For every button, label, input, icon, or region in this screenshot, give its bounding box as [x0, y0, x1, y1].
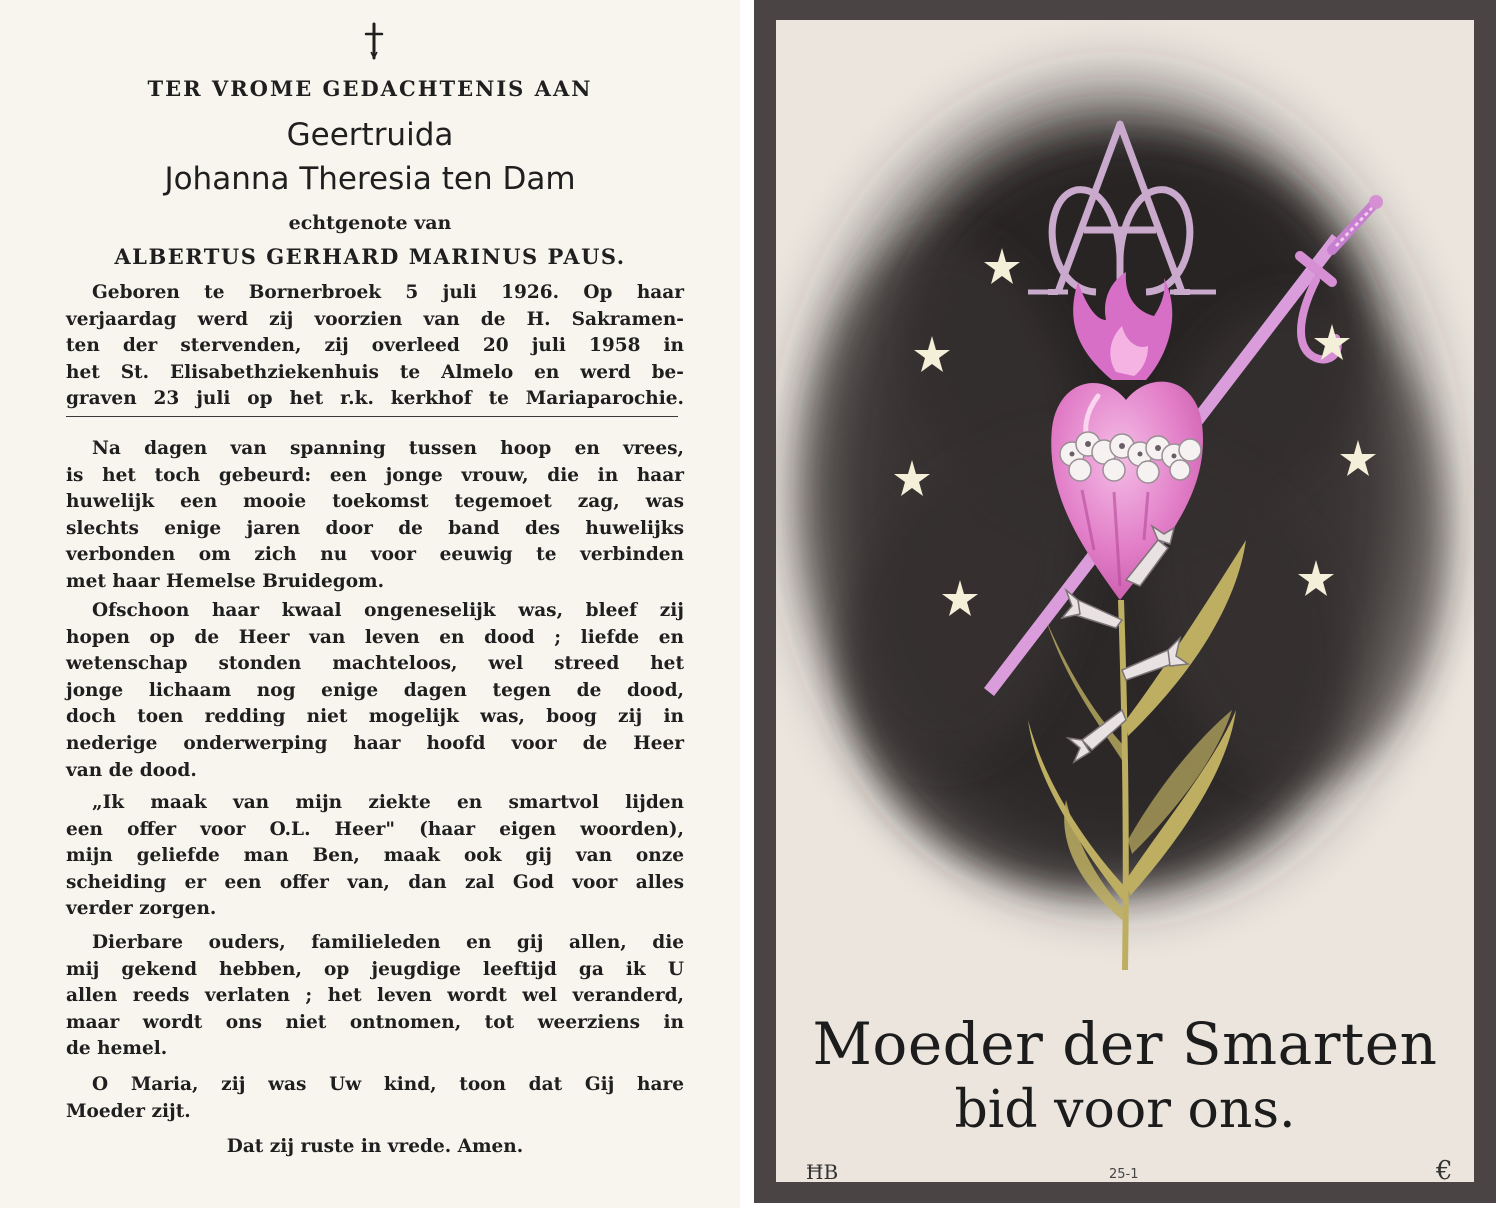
biography-paragraph	[66, 280, 684, 413]
text-line: nederige onderwerping haar hoofd voor de Heer	[66, 732, 684, 754]
prayer-paragraph	[66, 1072, 684, 1125]
text-line: Moeder zijt.	[66, 1100, 191, 1122]
illustration-panel	[776, 20, 1474, 1182]
farewell-paragraph	[66, 930, 684, 1063]
text-line: maar wordt ons niet ontnomen, tot weerziens in	[66, 1011, 684, 1033]
card-caption-prayer: bid voor ons.	[954, 1080, 1296, 1140]
text-line: het St. Elisabethziekenhuis te Almelo en werd be-	[66, 361, 684, 383]
text-line: mijn geliefde man Ben, maak ook gij van onze	[66, 845, 684, 867]
closing-line	[66, 1134, 684, 1161]
text-line: verder zorgen.	[66, 898, 217, 920]
sacred-heart-illustration	[776, 20, 1474, 1182]
text-line: wetenschap stonden machteloos, wel streed het	[66, 653, 684, 675]
text-line: allen reeds verlaten ; het leven wordt wel veranderd,	[66, 985, 684, 1007]
reflection-paragraph	[66, 436, 684, 596]
text-line: doch toen redding niet mogelijk was, boog zij in	[66, 706, 684, 728]
deceased-first-name: Geertruida	[286, 117, 454, 153]
text-line: huwelijk een mooie toekomst tegemoet zag, was	[66, 491, 684, 513]
memorial-text-card	[0, 0, 740, 1208]
text-line: ten der stervenden, zij overleed 20 juli 1958 in	[66, 335, 684, 357]
card-caption-title: Moeder der Smarten	[812, 1010, 1438, 1078]
text-line: graven 23 juli op het r.k. kerkhof te Mariaparochie.	[66, 388, 684, 410]
text-line: Dat zij ruste in vrede. Amen.	[226, 1136, 524, 1157]
text-line: Na dagen van spanning tussen hoop en vrees,	[92, 438, 684, 459]
text-line: hopen op de Heer van leven en dood ; liefde en	[66, 626, 684, 648]
quote-paragraph	[66, 790, 684, 923]
deceased-full-name: Johanna Theresia ten Dam	[164, 161, 576, 197]
publisher-monogram: €	[1436, 1156, 1453, 1182]
divider-line	[66, 416, 678, 417]
text-line: scheiding er een offer van, dan zal God voor alles	[66, 871, 684, 893]
spouse-name: ALBERTUS GERHARD MARINUS PAUS.	[114, 244, 626, 269]
spouse-intro: echtgenote van	[288, 212, 452, 234]
text-line: Ofschoon haar kwaal ongeneselijk was, bleef zij	[92, 600, 684, 621]
text-line: de hemel.	[66, 1038, 168, 1060]
text-line: O Maria, zij was Uw kind, toon dat Gij hare	[92, 1074, 684, 1095]
text-line: mij gekend hebben, op jeugdige leeftijd ga ik U	[66, 958, 684, 980]
print-code: 25-1	[1109, 1167, 1139, 1182]
devotional-picture-card	[744, 0, 1500, 1208]
text-line: van de dood.	[66, 759, 197, 781]
illness-paragraph	[66, 598, 684, 784]
text-line: verjaardag werd zij voorzien van de H. Sakramen-	[66, 308, 684, 330]
text-line: is het toch gebeurd: een jonge vrouw, die in haar	[66, 464, 684, 486]
cross-icon	[362, 22, 386, 60]
text-line: slechts enige jaren door de band des huwelijks	[66, 517, 684, 539]
text-line: verbonden om zich nu voor eeuwig te verbinden	[66, 544, 684, 566]
text-line: een offer voor O.L. Heer" (haar eigen woorden),	[66, 818, 684, 840]
card-frame	[754, 0, 1496, 1203]
text-line: jonge lichaam nog enige dagen tegen de dood,	[66, 679, 684, 701]
artist-monogram: ĦB	[806, 1160, 839, 1182]
memorial-heading: TER VROME GEDACHTENIS AAN	[147, 76, 593, 101]
text-line: Geboren te Bornerbroek 5 juli 1926. Op haar	[92, 282, 684, 303]
text-line: Dierbare ouders, familieleden en gij allen, die	[92, 932, 684, 953]
text-line: met haar Hemelse Bruidegom.	[66, 570, 385, 592]
text-line: „Ik maak van mijn ziekte en smartvol lijden	[92, 792, 684, 813]
